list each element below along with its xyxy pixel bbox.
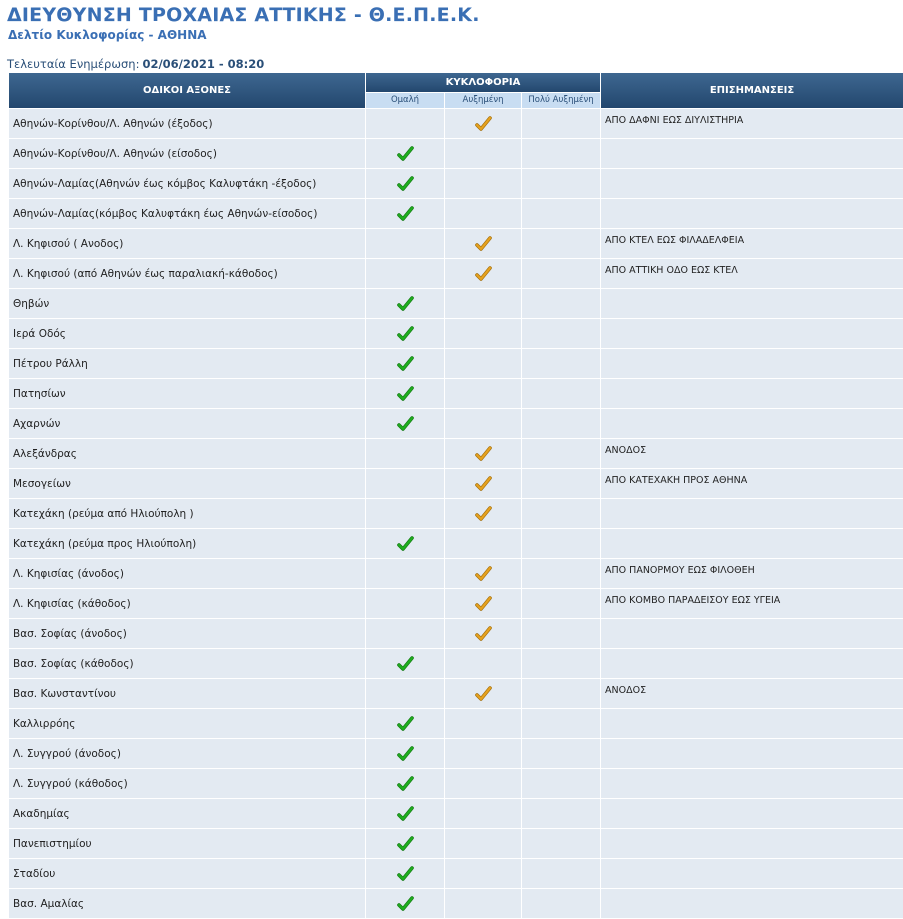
- remark: ΑΠΟ ΔΑΦΝΙ ΕΩΣ ΔΙΥΛΙΣΤΗΡΙΑ: [601, 109, 903, 138]
- check-mark-icon: [397, 866, 414, 882]
- road-name: Αθηνών-Λαμίας(Αθηνών έως κόμβος Καλυφτάκη -έξοδος): [9, 169, 365, 198]
- status-cell: [366, 709, 444, 738]
- table-row: [9, 439, 903, 468]
- remark: [601, 619, 903, 648]
- status-cell: [366, 259, 444, 288]
- check-mark-icon: [397, 326, 414, 342]
- status-cell: [445, 169, 521, 198]
- table-row: [9, 139, 903, 168]
- table-row: [9, 619, 903, 648]
- table-row: [9, 829, 903, 858]
- road-name: Αθηνών-Κορίνθου/Λ. Αθηνών (είσοδος): [9, 139, 365, 168]
- remark: ΑΝΟΔΟΣ: [601, 679, 903, 708]
- status-cell: [522, 469, 600, 498]
- table-row: [9, 529, 903, 558]
- status-cell: [366, 799, 444, 828]
- table-row: [9, 319, 903, 348]
- status-cell: [445, 409, 521, 438]
- page-title: ΔΙΕΥΘΥΝΣΗ ΤΡΟΧΑΙΑΣ ΑΤΤΙΚΗΣ - Θ.Ε.Π.Ε.Κ.: [7, 4, 480, 26]
- status-cell: [522, 319, 600, 348]
- road-name: Ιερά Οδός: [9, 319, 365, 348]
- road-name: Λ. Κηφισού ( Ανοδος): [9, 229, 365, 258]
- status-cell: [522, 559, 600, 588]
- status-cell: [445, 769, 521, 798]
- status-cell: [366, 409, 444, 438]
- status-cell: [445, 469, 521, 498]
- status-cell: [445, 499, 521, 528]
- status-cell: [445, 859, 521, 888]
- check-mark-icon: [397, 806, 414, 822]
- remark: ΑΠΟ ΑΤΤΙΚΗ ΟΔΟ ΕΩΣ ΚΤΕΛ: [601, 259, 903, 288]
- status-cell: [445, 679, 521, 708]
- remark: [601, 859, 903, 888]
- road-name: Πατησίων: [9, 379, 365, 408]
- status-cell: [366, 379, 444, 408]
- status-cell: [445, 559, 521, 588]
- status-cell: [522, 289, 600, 318]
- check-mark-icon: [397, 206, 414, 222]
- status-cell: [366, 859, 444, 888]
- road-name: Καλλιρρόης: [9, 709, 365, 738]
- status-cell: [366, 229, 444, 258]
- table-row: [9, 889, 903, 918]
- status-cell: [522, 199, 600, 228]
- status-cell: [522, 439, 600, 468]
- status-cell: [366, 619, 444, 648]
- status-cell: [522, 889, 600, 918]
- check-mark-icon: [397, 296, 414, 312]
- check-mark-icon: [475, 476, 492, 492]
- remark: [601, 499, 903, 528]
- page-subtitle: Δελτίο Κυκλοφορίας - ΑΘΗΝΑ: [8, 28, 207, 42]
- status-cell: [522, 259, 600, 288]
- check-mark-icon: [397, 386, 414, 402]
- road-name: Πανεπιστημίου: [9, 829, 365, 858]
- status-cell: [522, 139, 600, 168]
- table-row: [9, 709, 903, 738]
- table-row: [9, 679, 903, 708]
- header-status-increased: Αυξημένη: [445, 93, 521, 108]
- last-update-value: 02/06/2021 - 08:20: [142, 57, 265, 71]
- table-row: [9, 379, 903, 408]
- header-status-smooth: Ομαλή: [366, 93, 444, 108]
- header-traffic: ΚΥΚΛΟΦΟΡΙΑ: [366, 73, 600, 92]
- status-cell: [366, 679, 444, 708]
- status-cell: [445, 709, 521, 738]
- remark: [601, 829, 903, 858]
- road-name: Βασ. Σοφίας (άνοδος): [9, 619, 365, 648]
- remark: ΑΠΟ ΚΑΤΕΧΑΚΗ ΠΡΟΣ ΑΘΗΝΑ: [601, 469, 903, 498]
- status-cell: [445, 439, 521, 468]
- remark: [601, 289, 903, 318]
- status-cell: [522, 109, 600, 138]
- status-cell: [522, 169, 600, 198]
- status-cell: [366, 589, 444, 618]
- status-cell: [445, 589, 521, 618]
- status-cell: [445, 829, 521, 858]
- status-cell: [366, 829, 444, 858]
- table-row: [9, 259, 903, 288]
- last-update-label: Τελευταία Ενημέρωση:: [7, 57, 140, 71]
- check-mark-icon: [397, 356, 414, 372]
- table-row: [9, 229, 903, 258]
- status-cell: [366, 469, 444, 498]
- status-cell: [522, 829, 600, 858]
- status-cell: [366, 169, 444, 198]
- road-name: Αθηνών-Κορίνθου/Λ. Αθηνών (έξοδος): [9, 109, 365, 138]
- remark: [601, 649, 903, 678]
- remark: ΑΝΟΔΟΣ: [601, 439, 903, 468]
- check-mark-icon: [397, 836, 414, 852]
- check-mark-icon: [397, 776, 414, 792]
- remark: [601, 169, 903, 198]
- table-row: [9, 409, 903, 438]
- traffic-table: [8, 72, 903, 919]
- check-mark-icon: [475, 506, 492, 522]
- table-row: [9, 349, 903, 378]
- check-mark-icon: [475, 566, 492, 582]
- road-name: Αθηνών-Λαμίας(κόμβος Καλυφτάκη έως Αθηνών-είσοδος): [9, 199, 365, 228]
- status-cell: [366, 559, 444, 588]
- status-cell: [522, 649, 600, 678]
- status-cell: [366, 199, 444, 228]
- header-status-very-increased: Πολύ Αυξημένη: [522, 93, 600, 108]
- remark: [601, 529, 903, 558]
- remark: [601, 379, 903, 408]
- remark: ΑΠΟ ΚΤΕΛ ΕΩΣ ΦΙΛΑΔΕΛΦΕΙΑ: [601, 229, 903, 258]
- status-cell: [445, 199, 521, 228]
- status-cell: [445, 379, 521, 408]
- check-mark-icon: [475, 626, 492, 642]
- header-roads: ΟΔΙΚΟΙ ΑΞΟΝΕΣ: [9, 73, 365, 108]
- status-cell: [366, 739, 444, 768]
- remark: [601, 889, 903, 918]
- remark: [601, 769, 903, 798]
- header-remarks: ΕΠΙΣΗΜΑΝΣΕΙΣ: [601, 73, 903, 108]
- table-row: [9, 199, 903, 228]
- check-mark-icon: [475, 236, 492, 252]
- remark: [601, 139, 903, 168]
- status-cell: [445, 889, 521, 918]
- status-cell: [366, 649, 444, 678]
- status-cell: [445, 649, 521, 678]
- road-name: Πέτρου Ράλλη: [9, 349, 365, 378]
- road-name: Λ. Συγγρού (άνοδος): [9, 739, 365, 768]
- status-cell: [522, 859, 600, 888]
- remark: [601, 199, 903, 228]
- status-cell: [366, 109, 444, 138]
- road-name: Κατεχάκη (ρεύμα από Ηλιούπολη ): [9, 499, 365, 528]
- road-name: Αχαρνών: [9, 409, 365, 438]
- table-row: [9, 499, 903, 528]
- status-cell: [522, 499, 600, 528]
- status-cell: [445, 349, 521, 378]
- table-row: [9, 739, 903, 768]
- status-cell: [366, 349, 444, 378]
- table-row: [9, 109, 903, 138]
- road-name: Βασ. Κωνσταντίνου: [9, 679, 365, 708]
- status-cell: [522, 679, 600, 708]
- check-mark-icon: [475, 686, 492, 702]
- remark: [601, 799, 903, 828]
- road-name: Λ. Κηφισίας (άνοδος): [9, 559, 365, 588]
- status-cell: [445, 619, 521, 648]
- status-cell: [522, 379, 600, 408]
- table-row: [9, 559, 903, 588]
- check-mark-icon: [397, 536, 414, 552]
- road-name: Ακαδημίας: [9, 799, 365, 828]
- table-row: [9, 799, 903, 828]
- road-name: Αλεξάνδρας: [9, 439, 365, 468]
- status-cell: [522, 229, 600, 258]
- status-cell: [366, 889, 444, 918]
- last-update: [7, 57, 264, 71]
- road-name: Λ. Συγγρού (κάθοδος): [9, 769, 365, 798]
- table-row: [9, 469, 903, 498]
- check-mark-icon: [397, 716, 414, 732]
- check-mark-icon: [397, 656, 414, 672]
- remark: [601, 409, 903, 438]
- table-row: [9, 649, 903, 678]
- status-cell: [445, 319, 521, 348]
- status-cell: [522, 589, 600, 618]
- status-cell: [522, 529, 600, 558]
- check-mark-icon: [397, 146, 414, 162]
- status-cell: [522, 349, 600, 378]
- status-cell: [366, 439, 444, 468]
- status-cell: [522, 709, 600, 738]
- status-cell: [366, 289, 444, 318]
- check-mark-icon: [397, 896, 414, 912]
- remark: [601, 739, 903, 768]
- traffic-rows: [9, 109, 903, 918]
- remark: ΑΠΟ ΚΟΜΒΟ ΠΑΡΑΔΕΙΣΟΥ ΕΩΣ ΥΓΕΙΑ: [601, 589, 903, 618]
- status-cell: [366, 529, 444, 558]
- status-cell: [522, 739, 600, 768]
- road-name: Θηβών: [9, 289, 365, 318]
- status-cell: [445, 289, 521, 318]
- table-row: [9, 589, 903, 618]
- table-row: [9, 769, 903, 798]
- status-cell: [366, 499, 444, 528]
- status-cell: [366, 769, 444, 798]
- road-name: Μεσογείων: [9, 469, 365, 498]
- status-cell: [445, 139, 521, 168]
- check-mark-icon: [475, 596, 492, 612]
- status-cell: [445, 529, 521, 558]
- table-row: [9, 289, 903, 318]
- check-mark-icon: [397, 176, 414, 192]
- status-cell: [366, 139, 444, 168]
- check-mark-icon: [475, 266, 492, 282]
- check-mark-icon: [397, 746, 414, 762]
- road-name: Σταδίου: [9, 859, 365, 888]
- status-cell: [522, 799, 600, 828]
- table-row: [9, 169, 903, 198]
- check-mark-icon: [397, 416, 414, 432]
- status-cell: [445, 799, 521, 828]
- status-cell: [445, 109, 521, 138]
- check-mark-icon: [475, 446, 492, 462]
- status-cell: [445, 259, 521, 288]
- road-name: Κατεχάκη (ρεύμα προς Ηλιούπολη): [9, 529, 365, 558]
- remark: [601, 709, 903, 738]
- status-cell: [522, 769, 600, 798]
- check-mark-icon: [475, 116, 492, 132]
- remark: [601, 319, 903, 348]
- road-name: Βασ. Αμαλίας: [9, 889, 365, 918]
- status-cell: [522, 619, 600, 648]
- road-name: Λ. Κηφισίας (κάθοδος): [9, 589, 365, 618]
- road-name: Βασ. Σοφίας (κάθοδος): [9, 649, 365, 678]
- table-row: [9, 859, 903, 888]
- status-cell: [522, 409, 600, 438]
- remark: [601, 349, 903, 378]
- remark: ΑΠΟ ΠΑΝΟΡΜΟΥ ΕΩΣ ΦΙΛΟΘΕΗ: [601, 559, 903, 588]
- status-cell: [445, 229, 521, 258]
- status-cell: [366, 319, 444, 348]
- road-name: Λ. Κηφισού (από Αθηνών έως παραλιακή-κάθοδος): [9, 259, 365, 288]
- status-cell: [445, 739, 521, 768]
